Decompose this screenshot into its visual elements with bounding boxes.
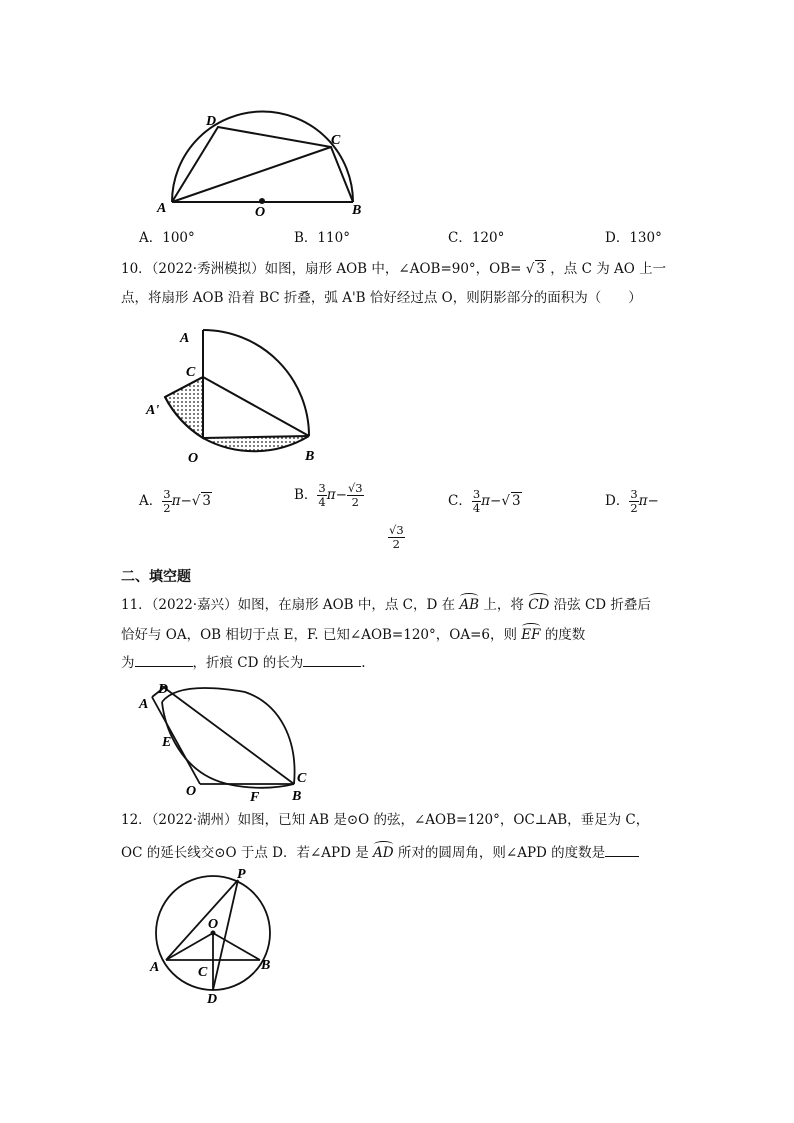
q10-option-b-frac2: $\frac{√3}{2}$ [347,481,363,509]
q10-arc-ab [203,330,309,436]
q11-text-1b: 上，将 [483,597,524,613]
q12-stem-line2 [121,841,639,862]
q10-label-A: A [180,331,190,346]
q10-sqrt: √ 3 [525,261,545,277]
q10-option-b-letter: B． [294,487,318,503]
q12-text-2a: OC 的延长线交⊙O 于点 D．若∠APD 是 [121,845,369,861]
q10-option-d-frac: $\frac{3}{2}$ [630,487,638,515]
q10-stem-line1 [121,260,666,278]
q11-arc-ab: AB [459,593,479,614]
q10-option-d-wrap [388,524,405,551]
q10-sqrt-radicand: 3 [536,261,545,277]
q10-stem-line2: 点，将扇形 AOB 沿着 BC 折叠，弧 A'B 恰好经过点 O，则阴影部分的面积为（ ） [121,290,642,306]
q9-label-B: B [352,203,362,218]
q10-stem-text1-end: ，点 C 为 AO 上一 [550,261,667,277]
q9-diagonal-ac [172,147,331,202]
q12-label-B: B [261,958,271,973]
q10-stem-text1: 10．（2022·秀洲模拟）如图，扇形 AOB 中，∠AOB=90°，OB= [121,261,522,277]
q11-label-B: B [292,789,302,804]
q11-arc-cd: CD [528,593,549,614]
q11-text-1a: 11．（2022·嘉兴）如图，在扇形 AOB 中，点 C，D 在 [121,597,456,613]
q11-blank-degree[interactable] [135,654,193,667]
q10-option-d-frac2: $\frac{√3}{2}$ [389,523,404,551]
q11-folded-arc [162,702,294,788]
q11-text-3b: ，折痕 CD 的长为 [192,655,304,671]
q12-figure [140,862,290,1007]
q10-label-O: O [188,451,199,466]
q10-fold-bc [203,377,309,436]
q9-label-A: A [157,201,167,216]
q11-text-1c: 沿弦 CD 折叠后 [553,597,651,613]
q10-label-B: B [305,449,315,464]
q9-center-point [259,198,265,204]
q12-arc-ad: AD [373,841,394,862]
q11-stem-line2 [121,623,585,644]
q12-stem-line1: 12．（2022·湖州）如图，已知 AB 是⊙O 的弦，∠AOB=120°，OC⊥AB，垂足为 C， [121,812,650,828]
q9-label-D: D [206,114,217,129]
q10-label-A1: A' [146,403,160,418]
q12-label-P: P [237,867,246,882]
q10-option-d: D． $\frac{3}{2}$ π− [605,487,659,515]
q12-oa [166,933,213,960]
q12-label-D: D [207,992,218,1007]
q12-blank-answer[interactable] [605,844,639,857]
q11-oa-line [152,697,200,784]
q10-option-a: A． $\frac{3}{2}$ π−√ 3 [139,487,211,515]
q11-chord-cd [162,686,294,784]
q10-option-b: B． $\frac{3}{4}$ π− $\frac{√3}{2}$ [294,481,363,509]
q10-option-c: C． $\frac{3}{4}$ π−√ 3 [448,487,521,515]
q9-label-O: O [255,205,266,220]
q12-label-A: A [150,960,160,975]
q11-text-2b: 的度数 [544,627,586,643]
q11-stem-line3 [121,654,366,672]
q12-text-2b: 所对的圆周角，则∠APD 的度数是 [397,845,606,861]
q9-option-a: A．100° [139,230,195,246]
q11-arc-ef: EF [521,623,540,644]
q10-option-d-letter: D． [605,493,630,509]
q10-option-a-letter: A． [139,493,163,509]
q11-text-3a: 为 [121,655,135,671]
q9-option-b: B．110° [294,230,350,246]
q11-label-F: F [250,790,260,805]
q9-figure [140,108,380,223]
q12-pa [166,880,238,960]
q10-figure [140,318,330,468]
q11-figure [135,676,315,806]
q9-option-d: D．130° [605,230,662,246]
q11-label-A: A [139,697,149,712]
q11-blank-length[interactable] [303,654,361,667]
q11-label-O: O [186,784,197,799]
q11-text-2a: 恰好与 OA，OB 相切于点 E，F. 已知∠AOB=120°，OA=6，则 [121,627,517,643]
q10-label-C: C [186,365,196,380]
q10-option-c-frac: $\frac{3}{4}$ [472,487,481,515]
q11-text-3c: . [361,655,366,671]
q9-option-c: C．120° [448,230,505,246]
q12-label-O: O [208,917,219,932]
q11-label-E: E [162,735,172,750]
q11-stem-line1 [121,593,651,614]
q11-label-C: C [297,771,307,786]
section-title: 二、填空题 [121,569,191,585]
q12-label-C: C [198,965,208,980]
q11-label-D: D [158,682,169,697]
q9-label-C: C [331,133,341,148]
q10-option-a-frac: $\frac{3}{2}$ [163,487,171,515]
q10-option-c-letter: C． [448,493,472,509]
q10-option-b-frac: $\frac{3}{4}$ [318,481,326,509]
